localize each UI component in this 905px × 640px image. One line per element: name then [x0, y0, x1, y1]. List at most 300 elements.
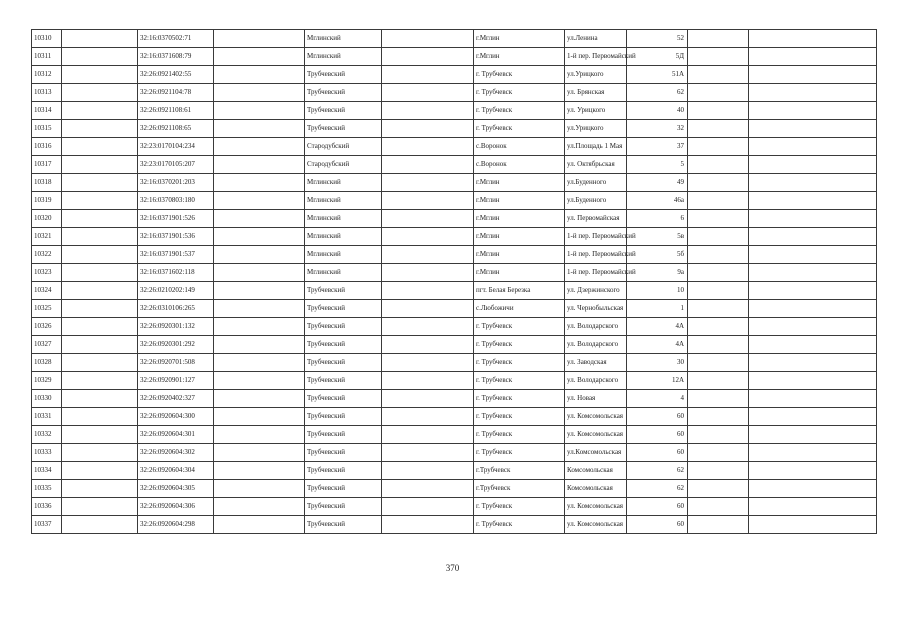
- empty-cell: [749, 390, 877, 408]
- table-row: [32, 246, 877, 264]
- empty-cell: [214, 84, 305, 102]
- empty-cell: [62, 120, 138, 138]
- house-number-cell: 46а: [627, 192, 688, 210]
- empty-cell: [214, 48, 305, 66]
- empty-cell: [382, 300, 474, 318]
- empty-cell: [749, 444, 877, 462]
- street-cell: ул. Володарского: [565, 372, 627, 390]
- locality-cell: г. Трубчевск: [474, 390, 565, 408]
- house-number-cell: 6: [627, 210, 688, 228]
- table-row: [32, 516, 877, 534]
- table-row: [32, 444, 877, 462]
- empty-cell: [688, 354, 749, 372]
- empty-cell: [214, 462, 305, 480]
- record-number-cell: 10317: [32, 156, 62, 174]
- locality-cell: пгт. Белая Березка: [474, 282, 565, 300]
- empty-cell: [214, 444, 305, 462]
- empty-cell: [382, 336, 474, 354]
- empty-cell: [382, 246, 474, 264]
- house-number-cell: 5Д: [627, 48, 688, 66]
- empty-cell: [382, 66, 474, 84]
- locality-cell: г. Трубчевск: [474, 444, 565, 462]
- empty-cell: [214, 408, 305, 426]
- cadastral-number-cell: 32:23:0170104:234: [138, 138, 214, 156]
- record-number-cell: 10331: [32, 408, 62, 426]
- empty-cell: [749, 84, 877, 102]
- district-cell: Трубчевский: [305, 480, 382, 498]
- empty-cell: [749, 480, 877, 498]
- empty-cell: [214, 210, 305, 228]
- cadastral-number-cell: 32:26:0920901:127: [138, 372, 214, 390]
- empty-cell: [214, 174, 305, 192]
- locality-cell: г. Трубчевск: [474, 426, 565, 444]
- empty-cell: [214, 228, 305, 246]
- street-cell: 1-й пер. Первомайский: [565, 264, 627, 282]
- table-row: [32, 318, 877, 336]
- cadastral-number-cell: 32:16:0370502:71: [138, 30, 214, 48]
- street-cell: ул.Буденного: [565, 192, 627, 210]
- locality-cell: г. Трубчевск: [474, 516, 565, 534]
- empty-cell: [749, 318, 877, 336]
- locality-cell: г. Трубчевск: [474, 354, 565, 372]
- district-cell: Трубчевский: [305, 318, 382, 336]
- empty-cell: [749, 282, 877, 300]
- cadastral-number-cell: 32:16:0371901:536: [138, 228, 214, 246]
- empty-cell: [214, 498, 305, 516]
- district-cell: Трубчевский: [305, 354, 382, 372]
- house-number-cell: 30: [627, 354, 688, 372]
- empty-cell: [62, 426, 138, 444]
- empty-cell: [62, 138, 138, 156]
- empty-cell: [214, 372, 305, 390]
- cadastral-number-cell: 32:26:0920604:306: [138, 498, 214, 516]
- house-number-cell: 9а: [627, 264, 688, 282]
- empty-cell: [62, 228, 138, 246]
- house-number-cell: 52: [627, 30, 688, 48]
- empty-cell: [749, 264, 877, 282]
- empty-cell: [382, 120, 474, 138]
- empty-cell: [62, 156, 138, 174]
- cadastral-number-cell: 32:16:0371901:537: [138, 246, 214, 264]
- empty-cell: [688, 498, 749, 516]
- empty-cell: [749, 120, 877, 138]
- record-number-cell: 10315: [32, 120, 62, 138]
- record-number-cell: 10326: [32, 318, 62, 336]
- empty-cell: [688, 300, 749, 318]
- street-cell: 1-й пер. Первомайский: [565, 48, 627, 66]
- locality-cell: с.Любожичи: [474, 300, 565, 318]
- locality-cell: г. Трубчевск: [474, 372, 565, 390]
- house-number-cell: 5б: [627, 246, 688, 264]
- house-number-cell: 1: [627, 300, 688, 318]
- empty-cell: [688, 156, 749, 174]
- house-number-cell: 62: [627, 480, 688, 498]
- cadastral-number-cell: 32:16:0371602:118: [138, 264, 214, 282]
- register-table-body: [32, 30, 877, 534]
- empty-cell: [62, 264, 138, 282]
- district-cell: Трубчевский: [305, 282, 382, 300]
- empty-cell: [382, 354, 474, 372]
- table-row: [32, 372, 877, 390]
- table-row: [32, 282, 877, 300]
- empty-cell: [62, 336, 138, 354]
- table-row: [32, 390, 877, 408]
- record-number-cell: 10324: [32, 282, 62, 300]
- house-number-cell: 60: [627, 498, 688, 516]
- record-number-cell: 10312: [32, 66, 62, 84]
- house-number-cell: 32: [627, 120, 688, 138]
- cadastral-number-cell: 32:26:0920604:301: [138, 426, 214, 444]
- street-cell: ул. Первомайская: [565, 210, 627, 228]
- district-cell: Трубчевский: [305, 444, 382, 462]
- district-cell: Трубчевский: [305, 300, 382, 318]
- house-number-cell: 4А: [627, 318, 688, 336]
- locality-cell: г.Мглин: [474, 48, 565, 66]
- empty-cell: [749, 210, 877, 228]
- table-row: [32, 228, 877, 246]
- empty-cell: [62, 174, 138, 192]
- empty-cell: [214, 480, 305, 498]
- empty-cell: [688, 282, 749, 300]
- empty-cell: [688, 480, 749, 498]
- record-number-cell: 10313: [32, 84, 62, 102]
- house-number-cell: 60: [627, 408, 688, 426]
- cadastral-number-cell: 32:16:0370201:203: [138, 174, 214, 192]
- empty-cell: [214, 390, 305, 408]
- district-cell: Мглинский: [305, 210, 382, 228]
- empty-cell: [382, 480, 474, 498]
- table-row: [32, 480, 877, 498]
- empty-cell: [214, 156, 305, 174]
- house-number-cell: 60: [627, 426, 688, 444]
- record-number-cell: 10322: [32, 246, 62, 264]
- record-number-cell: 10337: [32, 516, 62, 534]
- table-row: [32, 156, 877, 174]
- table-row: [32, 84, 877, 102]
- record-number-cell: 10329: [32, 372, 62, 390]
- street-cell: ул.Комсомольская: [565, 444, 627, 462]
- street-cell: 1-й пер. Первомайский: [565, 228, 627, 246]
- record-number-cell: 10318: [32, 174, 62, 192]
- cadastral-number-cell: 32:26:0920604:305: [138, 480, 214, 498]
- district-cell: Мглинский: [305, 48, 382, 66]
- empty-cell: [382, 372, 474, 390]
- empty-cell: [688, 318, 749, 336]
- cadastral-number-cell: 32:26:0920402:327: [138, 390, 214, 408]
- cadastral-number-cell: 32:26:0921402:55: [138, 66, 214, 84]
- district-cell: Трубчевский: [305, 372, 382, 390]
- empty-cell: [214, 282, 305, 300]
- record-number-cell: 10330: [32, 390, 62, 408]
- empty-cell: [214, 66, 305, 84]
- district-cell: Мглинский: [305, 228, 382, 246]
- empty-cell: [382, 282, 474, 300]
- empty-cell: [62, 462, 138, 480]
- district-cell: Мглинский: [305, 246, 382, 264]
- empty-cell: [749, 336, 877, 354]
- street-cell: ул. Комсомольская: [565, 516, 627, 534]
- record-number-cell: 10335: [32, 480, 62, 498]
- table-row: [32, 462, 877, 480]
- locality-cell: г.Мглин: [474, 174, 565, 192]
- house-number-cell: 60: [627, 444, 688, 462]
- record-number-cell: 10320: [32, 210, 62, 228]
- cadastral-number-cell: 32:16:0371901:526: [138, 210, 214, 228]
- table-row: [32, 426, 877, 444]
- empty-cell: [749, 462, 877, 480]
- empty-cell: [688, 174, 749, 192]
- district-cell: Трубчевский: [305, 462, 382, 480]
- record-number-cell: 10332: [32, 426, 62, 444]
- table-row: [32, 498, 877, 516]
- empty-cell: [688, 102, 749, 120]
- empty-cell: [62, 30, 138, 48]
- district-cell: Трубчевский: [305, 84, 382, 102]
- cadastral-number-cell: 32:26:0921104:78: [138, 84, 214, 102]
- empty-cell: [382, 408, 474, 426]
- empty-cell: [382, 264, 474, 282]
- locality-cell: с.Воронок: [474, 156, 565, 174]
- empty-cell: [688, 372, 749, 390]
- cadastral-number-cell: 32:26:0920301:292: [138, 336, 214, 354]
- house-number-cell: 51А: [627, 66, 688, 84]
- empty-cell: [688, 228, 749, 246]
- record-number-cell: 10336: [32, 498, 62, 516]
- empty-cell: [749, 48, 877, 66]
- table-row: [32, 138, 877, 156]
- locality-cell: г. Трубчевск: [474, 498, 565, 516]
- street-cell: ул. Брянская: [565, 84, 627, 102]
- empty-cell: [62, 354, 138, 372]
- street-cell: ул.Урицкого: [565, 66, 627, 84]
- empty-cell: [214, 300, 305, 318]
- empty-cell: [214, 138, 305, 156]
- house-number-cell: 4: [627, 390, 688, 408]
- locality-cell: г. Трубчевск: [474, 120, 565, 138]
- empty-cell: [62, 318, 138, 336]
- cadastral-number-cell: 32:23:0170105:207: [138, 156, 214, 174]
- house-number-cell: 62: [627, 84, 688, 102]
- empty-cell: [382, 498, 474, 516]
- district-cell: Стародубский: [305, 138, 382, 156]
- empty-cell: [749, 192, 877, 210]
- district-cell: Мглинский: [305, 264, 382, 282]
- record-number-cell: 10316: [32, 138, 62, 156]
- locality-cell: г. Трубчевск: [474, 336, 565, 354]
- street-cell: 1-й пер. Первомайский: [565, 246, 627, 264]
- empty-cell: [382, 390, 474, 408]
- district-cell: Мглинский: [305, 192, 382, 210]
- empty-cell: [749, 30, 877, 48]
- cadastral-number-cell: 32:26:0920604:298: [138, 516, 214, 534]
- empty-cell: [749, 138, 877, 156]
- house-number-cell: 12А: [627, 372, 688, 390]
- empty-cell: [749, 408, 877, 426]
- house-number-cell: 60: [627, 516, 688, 534]
- district-cell: Трубчевский: [305, 408, 382, 426]
- empty-cell: [688, 516, 749, 534]
- empty-cell: [62, 66, 138, 84]
- empty-cell: [62, 372, 138, 390]
- empty-cell: [749, 156, 877, 174]
- house-number-cell: 5: [627, 156, 688, 174]
- empty-cell: [382, 516, 474, 534]
- street-cell: ул. Володарского: [565, 318, 627, 336]
- locality-cell: г.Мглин: [474, 30, 565, 48]
- street-cell: ул. Новая: [565, 390, 627, 408]
- empty-cell: [688, 246, 749, 264]
- empty-cell: [688, 336, 749, 354]
- district-cell: Трубчевский: [305, 120, 382, 138]
- empty-cell: [62, 282, 138, 300]
- empty-cell: [382, 192, 474, 210]
- district-cell: Мглинский: [305, 174, 382, 192]
- table-row: [32, 48, 877, 66]
- locality-cell: г. Трубчевск: [474, 318, 565, 336]
- cadastral-number-cell: 32:26:0920701:508: [138, 354, 214, 372]
- locality-cell: г.Мглин: [474, 264, 565, 282]
- empty-cell: [382, 426, 474, 444]
- empty-cell: [688, 462, 749, 480]
- district-cell: Трубчевский: [305, 498, 382, 516]
- locality-cell: г. Трубчевск: [474, 66, 565, 84]
- district-cell: Мглинский: [305, 30, 382, 48]
- record-number-cell: 10334: [32, 462, 62, 480]
- empty-cell: [382, 138, 474, 156]
- empty-cell: [688, 210, 749, 228]
- street-cell: ул. Октябрьская: [565, 156, 627, 174]
- locality-cell: г.Мглин: [474, 210, 565, 228]
- empty-cell: [214, 354, 305, 372]
- empty-cell: [214, 246, 305, 264]
- locality-cell: г.Трубчевск: [474, 480, 565, 498]
- locality-cell: с.Воронок: [474, 138, 565, 156]
- empty-cell: [382, 174, 474, 192]
- empty-cell: [688, 408, 749, 426]
- house-number-cell: 4А: [627, 336, 688, 354]
- empty-cell: [749, 300, 877, 318]
- locality-cell: г.Мглин: [474, 192, 565, 210]
- table-row: [32, 102, 877, 120]
- empty-cell: [382, 444, 474, 462]
- cadastral-number-cell: 32:16:0371608:79: [138, 48, 214, 66]
- empty-cell: [62, 444, 138, 462]
- empty-cell: [688, 138, 749, 156]
- empty-cell: [382, 48, 474, 66]
- street-cell: ул. Чернобыльская: [565, 300, 627, 318]
- empty-cell: [214, 264, 305, 282]
- street-cell: ул. Володарского: [565, 336, 627, 354]
- empty-cell: [214, 102, 305, 120]
- empty-cell: [688, 426, 749, 444]
- empty-cell: [688, 120, 749, 138]
- table-row: [32, 354, 877, 372]
- empty-cell: [382, 210, 474, 228]
- district-cell: Трубчевский: [305, 102, 382, 120]
- empty-cell: [62, 480, 138, 498]
- table-row: [32, 66, 877, 84]
- locality-cell: г.Мглин: [474, 246, 565, 264]
- empty-cell: [749, 426, 877, 444]
- cadastral-number-cell: 32:26:0920301:132: [138, 318, 214, 336]
- empty-cell: [382, 318, 474, 336]
- empty-cell: [62, 210, 138, 228]
- empty-cell: [382, 84, 474, 102]
- house-number-cell: 37: [627, 138, 688, 156]
- house-number-cell: 40: [627, 102, 688, 120]
- empty-cell: [382, 462, 474, 480]
- district-cell: Трубчевский: [305, 66, 382, 84]
- empty-cell: [749, 516, 877, 534]
- street-cell: Комсомольская: [565, 462, 627, 480]
- house-number-cell: 49: [627, 174, 688, 192]
- empty-cell: [688, 66, 749, 84]
- street-cell: ул.Буденного: [565, 174, 627, 192]
- empty-cell: [62, 408, 138, 426]
- record-number-cell: 10328: [32, 354, 62, 372]
- empty-cell: [62, 192, 138, 210]
- record-number-cell: 10325: [32, 300, 62, 318]
- empty-cell: [382, 156, 474, 174]
- empty-cell: [749, 102, 877, 120]
- empty-cell: [688, 444, 749, 462]
- empty-cell: [382, 102, 474, 120]
- empty-cell: [62, 390, 138, 408]
- empty-cell: [62, 300, 138, 318]
- district-cell: Трубчевский: [305, 336, 382, 354]
- street-cell: Комсомольская: [565, 480, 627, 498]
- record-number-cell: 10321: [32, 228, 62, 246]
- record-number-cell: 10314: [32, 102, 62, 120]
- street-cell: ул. Дзержинского: [565, 282, 627, 300]
- empty-cell: [688, 192, 749, 210]
- empty-cell: [749, 228, 877, 246]
- empty-cell: [62, 48, 138, 66]
- page-number: 370: [445, 563, 460, 573]
- empty-cell: [62, 84, 138, 102]
- street-cell: ул.Ленина: [565, 30, 627, 48]
- table-row: [32, 210, 877, 228]
- empty-cell: [749, 246, 877, 264]
- empty-cell: [688, 390, 749, 408]
- district-cell: Трубчевский: [305, 390, 382, 408]
- cadastral-number-cell: 32:26:0921108:61: [138, 102, 214, 120]
- empty-cell: [382, 228, 474, 246]
- table-row: [32, 264, 877, 282]
- table-row: [32, 192, 877, 210]
- record-number-cell: 10310: [32, 30, 62, 48]
- street-cell: ул. Заводская: [565, 354, 627, 372]
- cadastral-number-cell: 32:26:0920604:302: [138, 444, 214, 462]
- locality-cell: г. Трубчевск: [474, 408, 565, 426]
- empty-cell: [749, 174, 877, 192]
- record-number-cell: 10333: [32, 444, 62, 462]
- table-row: [32, 300, 877, 318]
- empty-cell: [214, 336, 305, 354]
- street-cell: ул. Комсомольская: [565, 426, 627, 444]
- table-row: [32, 336, 877, 354]
- empty-cell: [62, 498, 138, 516]
- cadastral-number-cell: 32:16:0370803:180: [138, 192, 214, 210]
- empty-cell: [62, 246, 138, 264]
- locality-cell: г. Трубчевск: [474, 84, 565, 102]
- district-cell: Трубчевский: [305, 516, 382, 534]
- record-number-cell: 10323: [32, 264, 62, 282]
- empty-cell: [62, 516, 138, 534]
- empty-cell: [214, 30, 305, 48]
- record-number-cell: 10311: [32, 48, 62, 66]
- house-number-cell: 5в: [627, 228, 688, 246]
